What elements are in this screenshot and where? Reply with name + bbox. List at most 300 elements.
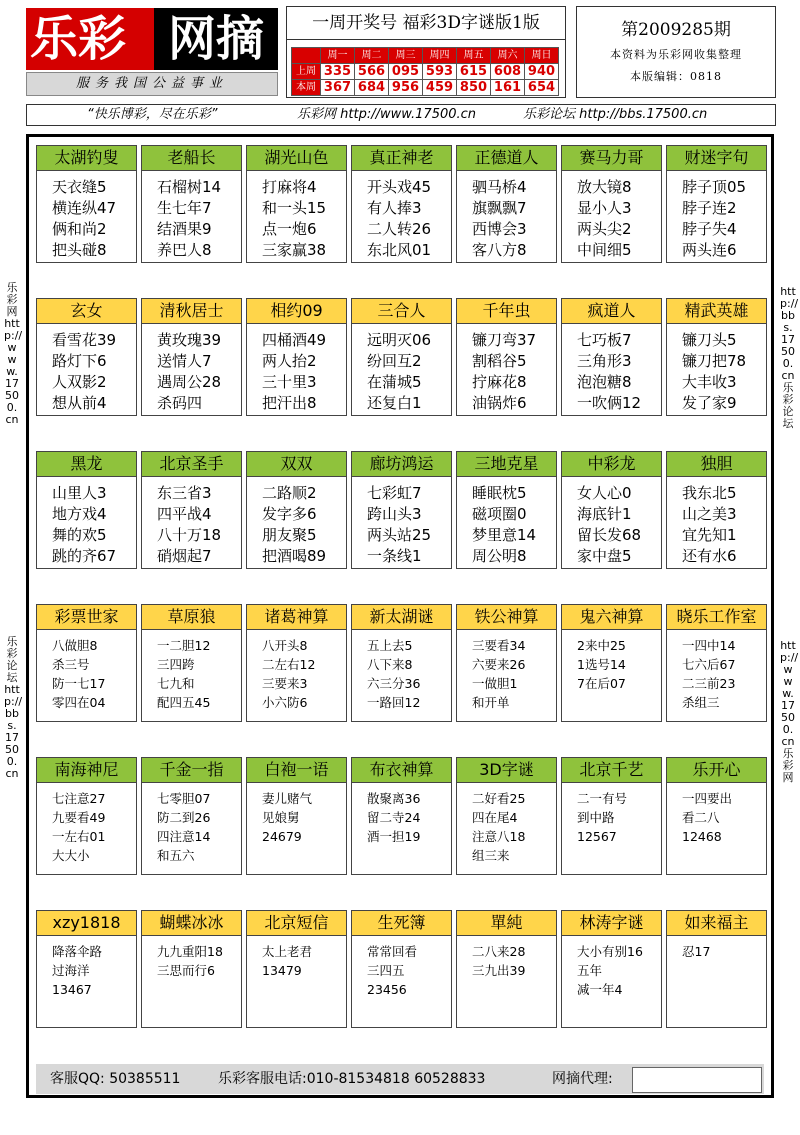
riddle-line: 朋友聚5 bbox=[262, 526, 317, 544]
logo-part-1: 乐彩 bbox=[30, 11, 127, 67]
draw-number: 095 bbox=[389, 64, 423, 80]
riddle-line: 纷回互2 bbox=[367, 352, 422, 370]
riddle-author: 财迷字句 bbox=[667, 146, 766, 171]
riddle-line: 俩和尚2 bbox=[52, 220, 107, 238]
riddle-line: 七六后67 bbox=[682, 657, 736, 672]
riddle-author: 新太湖谜 bbox=[352, 605, 451, 630]
riddle-card bbox=[666, 298, 767, 416]
riddle-line: 发了家9 bbox=[682, 394, 737, 412]
riddle-author: 廊坊鸿运 bbox=[352, 452, 451, 477]
side-text-right-top: http://bbs.17500.cn 乐彩论坛 bbox=[780, 285, 799, 430]
riddle-line: 看二八 bbox=[682, 810, 720, 825]
riddle-author: 晓乐工作室 bbox=[667, 605, 766, 630]
corner-cell bbox=[292, 48, 321, 64]
riddle-line: 一吹俩12 bbox=[577, 394, 642, 412]
riddle-body bbox=[667, 783, 766, 846]
riddle-line: 二一有号 bbox=[577, 791, 628, 806]
riddle-line: 大大小 bbox=[52, 848, 90, 863]
riddle-line: 一二胆12 bbox=[157, 638, 211, 653]
riddle-author: 3D字谜 bbox=[457, 758, 556, 783]
riddle-line: 三思而行6 bbox=[157, 963, 215, 978]
side-text-right-bottom: http://www.17500.cn 乐彩网 bbox=[780, 639, 799, 784]
riddle-line: 注意八18 bbox=[472, 829, 526, 844]
riddle-card bbox=[666, 910, 767, 1028]
riddle-author: 布衣神算 bbox=[352, 758, 451, 783]
riddle-line: 和开单 bbox=[472, 695, 510, 710]
riddle-line: 一做胆1 bbox=[472, 676, 518, 691]
riddle-line: 酒一担19 bbox=[367, 829, 421, 844]
logo bbox=[26, 8, 278, 70]
riddle-line: 脖子失4 bbox=[682, 220, 737, 238]
riddle-line: 八做胆8 bbox=[52, 638, 98, 653]
riddle-line: 睡眠枕5 bbox=[472, 484, 527, 502]
riddle-author: 诸葛神算 bbox=[247, 605, 346, 630]
riddle-body bbox=[247, 783, 346, 846]
customer-service-phone: 乐彩客服电话:010-81534818 60528833 bbox=[218, 1071, 486, 1087]
logo-part-2: 网摘 bbox=[154, 8, 278, 70]
riddle-author: 單純 bbox=[457, 911, 556, 936]
riddle-line: 三九出39 bbox=[472, 963, 526, 978]
riddle-card bbox=[141, 604, 242, 722]
riddle-body bbox=[352, 324, 451, 414]
riddle-body bbox=[667, 171, 766, 261]
riddle-body bbox=[562, 630, 661, 693]
riddle-body bbox=[247, 630, 346, 712]
riddle-card bbox=[246, 451, 347, 569]
day-header: 周六 bbox=[491, 48, 525, 64]
riddle-line: 家中盘5 bbox=[577, 547, 632, 565]
riddle-line: 二好看25 bbox=[472, 791, 526, 806]
riddle-card bbox=[456, 604, 557, 722]
riddle-line: 看雪花39 bbox=[52, 331, 117, 349]
riddle-line: 镰刀弯37 bbox=[472, 331, 537, 349]
riddle-body bbox=[247, 171, 346, 261]
side-text-left-bottom: 乐彩论坛 http://bbs.17500.cn bbox=[4, 635, 23, 780]
riddle-line: 忍17 bbox=[682, 944, 711, 959]
riddle-author: 三合人 bbox=[352, 299, 451, 324]
riddle-line: 远明灭06 bbox=[367, 331, 432, 349]
riddle-body bbox=[37, 783, 136, 865]
agent-label: 网摘代理: bbox=[552, 1071, 613, 1087]
riddle-line: 东三省3 bbox=[157, 484, 212, 502]
riddle-line: 把头碰8 bbox=[52, 241, 107, 259]
riddle-card bbox=[456, 451, 557, 569]
riddle-card bbox=[456, 757, 557, 875]
riddle-line: 四注意14 bbox=[157, 829, 211, 844]
riddle-line: 减一年4 bbox=[577, 982, 623, 997]
riddle-body bbox=[667, 936, 766, 961]
riddle-card bbox=[456, 298, 557, 416]
riddle-line: 妻儿赌气 bbox=[262, 791, 313, 806]
riddle-line: 三要看34 bbox=[472, 638, 526, 653]
riddle-line: 和一头15 bbox=[262, 199, 327, 217]
riddle-line: 两头站25 bbox=[367, 526, 432, 544]
day-header: 周四 bbox=[423, 48, 457, 64]
riddle-line: 养巴人8 bbox=[157, 241, 212, 259]
riddle-body bbox=[667, 477, 766, 567]
riddle-line: 三十里3 bbox=[262, 373, 317, 391]
day-header: 周三 bbox=[389, 48, 423, 64]
row-label: 上周 bbox=[292, 64, 321, 80]
riddle-body bbox=[142, 324, 241, 414]
riddle-line: 2来中25 bbox=[577, 638, 626, 653]
riddle-line: 12567 bbox=[577, 829, 617, 844]
riddle-line: 东北风01 bbox=[367, 241, 432, 259]
riddle-line: 五上去5 bbox=[367, 638, 413, 653]
draw-number: 161 bbox=[491, 80, 525, 96]
riddle-author: 精武英雄 bbox=[667, 299, 766, 324]
riddle-card bbox=[351, 757, 452, 875]
riddle-card bbox=[666, 757, 767, 875]
riddle-body bbox=[457, 630, 556, 712]
riddle-line: 地方戏4 bbox=[52, 505, 107, 523]
riddle-line: 中间细5 bbox=[577, 241, 632, 259]
riddle-body bbox=[247, 477, 346, 567]
issue-editor: 本版编辑：0818 bbox=[630, 70, 722, 83]
riddle-author: 正德道人 bbox=[457, 146, 556, 171]
riddle-card bbox=[351, 910, 452, 1028]
riddle-body bbox=[37, 171, 136, 261]
riddle-body bbox=[37, 324, 136, 414]
riddle-body bbox=[247, 324, 346, 414]
riddle-line: 泡泡糖8 bbox=[577, 373, 632, 391]
riddle-body bbox=[562, 936, 661, 999]
riddle-line: 生七年7 bbox=[157, 199, 212, 217]
riddle-author: 北京千艺 bbox=[562, 758, 661, 783]
row-label: 本周 bbox=[292, 80, 321, 96]
riddle-author: 相约09 bbox=[247, 299, 346, 324]
riddle-card bbox=[141, 910, 242, 1028]
riddle-line: 二八来28 bbox=[472, 944, 526, 959]
riddle-line: 四桶酒49 bbox=[262, 331, 327, 349]
riddle-card bbox=[561, 910, 662, 1028]
riddle-body bbox=[352, 936, 451, 999]
slogan: 服务我国公益事业 bbox=[26, 72, 278, 96]
riddle-card bbox=[561, 451, 662, 569]
riddle-line: 放大镜8 bbox=[577, 178, 632, 196]
riddle-author: 草原狼 bbox=[142, 605, 241, 630]
riddle-line: 防二到26 bbox=[157, 810, 211, 825]
riddle-line: 跳的齐67 bbox=[52, 547, 117, 565]
riddle-line: 周公明8 bbox=[472, 547, 527, 565]
riddle-line: 7在后07 bbox=[577, 676, 626, 691]
riddle-line: 二路顺2 bbox=[262, 484, 317, 502]
riddle-body bbox=[352, 783, 451, 846]
riddle-card bbox=[351, 604, 452, 722]
riddle-author: 如来福主 bbox=[667, 911, 766, 936]
riddle-body bbox=[352, 630, 451, 712]
riddle-line: 八下来8 bbox=[367, 657, 413, 672]
riddle-line: 山之美3 bbox=[682, 505, 737, 523]
riddle-author: 赛马力哥 bbox=[562, 146, 661, 171]
riddle-line: 见娘舅 bbox=[262, 810, 300, 825]
riddle-card bbox=[351, 298, 452, 416]
riddle-line: 八十万18 bbox=[157, 526, 222, 544]
draw-table bbox=[291, 47, 559, 96]
draw-number: 940 bbox=[525, 64, 559, 80]
riddle-line: 送情人7 bbox=[157, 352, 212, 370]
riddle-line: 客八方8 bbox=[472, 241, 527, 259]
riddle-author: 中彩龙 bbox=[562, 452, 661, 477]
riddle-author: 疯道人 bbox=[562, 299, 661, 324]
riddle-line: 二左右12 bbox=[262, 657, 316, 672]
riddle-line: 点一炮6 bbox=[262, 220, 317, 238]
riddle-line: 杀三号 bbox=[52, 657, 90, 672]
riddle-author: 乐开心 bbox=[667, 758, 766, 783]
riddle-line: 遇周公28 bbox=[157, 373, 222, 391]
riddle-line: 四平战4 bbox=[157, 505, 212, 523]
riddle-line: 两头连6 bbox=[682, 241, 737, 259]
riddle-card bbox=[351, 145, 452, 263]
riddle-line: 二人转26 bbox=[367, 220, 432, 238]
riddle-line: 横连纵47 bbox=[52, 199, 117, 217]
riddle-card bbox=[246, 604, 347, 722]
forum-link[interactable]: 乐彩论坛 http://bbs.17500.cn bbox=[523, 107, 708, 122]
riddle-line: 降落伞路 bbox=[52, 944, 103, 959]
riddle-card bbox=[36, 451, 137, 569]
draw-number: 335 bbox=[321, 64, 355, 80]
riddle-line: 三角形3 bbox=[577, 352, 632, 370]
riddle-line: 路灯下6 bbox=[52, 352, 107, 370]
riddle-body bbox=[457, 783, 556, 865]
riddle-author: 老船长 bbox=[142, 146, 241, 171]
riddle-author: 白袍一语 bbox=[247, 758, 346, 783]
riddle-author: 独胆 bbox=[667, 452, 766, 477]
riddle-author: 玄女 bbox=[37, 299, 136, 324]
riddle-line: 留长发68 bbox=[577, 526, 642, 544]
riddle-card bbox=[246, 910, 347, 1028]
riddle-line: 想从前4 bbox=[52, 394, 107, 412]
riddle-line: 驷马桥4 bbox=[472, 178, 527, 196]
riddle-line: 一左右01 bbox=[52, 829, 106, 844]
riddle-line: 七巧板7 bbox=[577, 331, 632, 349]
riddle-card bbox=[141, 451, 242, 569]
riddle-line: 两人抬2 bbox=[262, 352, 317, 370]
riddle-line: 1选号14 bbox=[577, 657, 626, 672]
riddle-line: 三四五 bbox=[367, 963, 405, 978]
issue-source: 本资料为乐彩网收集整理 bbox=[610, 48, 742, 61]
riddle-body bbox=[37, 936, 136, 999]
draw-number: 459 bbox=[423, 80, 457, 96]
riddle-line: 女人心0 bbox=[577, 484, 632, 502]
riddle-line: 六三分36 bbox=[367, 676, 421, 691]
riddle-author: 太湖钓叟 bbox=[37, 146, 136, 171]
riddle-line: 脖子顶05 bbox=[682, 178, 747, 196]
side-text-left-top: 乐彩网 http://www.17500.cn bbox=[4, 281, 23, 426]
riddle-line: 海底针1 bbox=[577, 505, 632, 523]
riddle-line: 把酒喝89 bbox=[262, 547, 327, 565]
day-header: 周二 bbox=[355, 48, 389, 64]
riddle-line: 发字多6 bbox=[262, 505, 317, 523]
draw-results-panel bbox=[286, 6, 566, 98]
riddle-card bbox=[36, 757, 137, 875]
riddle-body bbox=[562, 171, 661, 261]
riddle-card bbox=[36, 910, 137, 1028]
riddle-author: 彩票世家 bbox=[37, 605, 136, 630]
riddle-body bbox=[142, 477, 241, 567]
riddle-line: 九九重阳18 bbox=[157, 944, 223, 959]
riddle-card bbox=[36, 145, 137, 263]
riddle-line: 13467 bbox=[52, 982, 92, 997]
riddle-card bbox=[246, 757, 347, 875]
riddle-line: 大丰收3 bbox=[682, 373, 737, 391]
riddle-line: 五年 bbox=[577, 963, 603, 978]
customer-service-qq: 客服QQ: 50385511 bbox=[50, 1071, 181, 1087]
riddle-body bbox=[667, 324, 766, 414]
riddle-line: 散聚离36 bbox=[367, 791, 421, 806]
riddle-line: 到中路 bbox=[577, 810, 615, 825]
riddle-line: 还有水6 bbox=[682, 547, 737, 565]
riddle-card bbox=[141, 298, 242, 416]
riddle-line: 把汗出8 bbox=[262, 394, 317, 412]
riddle-line: 硝烟起7 bbox=[157, 547, 212, 565]
draw-number: 850 bbox=[457, 80, 491, 96]
riddle-card bbox=[561, 298, 662, 416]
riddle-author: 双双 bbox=[247, 452, 346, 477]
riddle-line: 杀码四 bbox=[157, 394, 203, 412]
riddle-author: 南海神尼 bbox=[37, 758, 136, 783]
riddle-line: 开头戏45 bbox=[367, 178, 432, 196]
riddle-line: 拧麻花8 bbox=[472, 373, 527, 391]
riddle-line: 一条线1 bbox=[367, 547, 422, 565]
riddle-line: 小六防6 bbox=[262, 695, 308, 710]
riddle-line: 13479 bbox=[262, 963, 302, 978]
riddle-body bbox=[562, 783, 661, 846]
riddle-line: 还复白1 bbox=[367, 394, 422, 412]
riddle-line: 西博会3 bbox=[472, 220, 527, 238]
riddle-line: 我东北5 bbox=[682, 484, 737, 502]
riddle-line: 两头尖2 bbox=[577, 220, 632, 238]
riddle-line: 24679 bbox=[262, 829, 302, 844]
riddle-author: 真正神老 bbox=[352, 146, 451, 171]
riddle-line: 磁项圈0 bbox=[472, 505, 527, 523]
riddle-line: 旗飘飘7 bbox=[472, 199, 527, 217]
riddle-author: 黑龙 bbox=[37, 452, 136, 477]
riddle-body bbox=[352, 477, 451, 567]
draw-number: 615 bbox=[457, 64, 491, 80]
draw-number: 684 bbox=[355, 80, 389, 96]
riddle-line: 山里人3 bbox=[52, 484, 107, 502]
riddle-line: 脖子连2 bbox=[682, 199, 737, 217]
riddle-line: 显小人3 bbox=[577, 199, 632, 217]
day-header: 周日 bbox=[525, 48, 559, 64]
riddle-line: 三家赢38 bbox=[262, 241, 327, 259]
riddle-author: 北京圣手 bbox=[142, 452, 241, 477]
riddle-author: 林涛字谜 bbox=[562, 911, 661, 936]
riddle-body bbox=[457, 936, 556, 980]
riddle-author: xzy1818 bbox=[37, 911, 136, 936]
riddle-body bbox=[457, 477, 556, 567]
riddle-line: 镰刀头5 bbox=[682, 331, 737, 349]
riddle-body bbox=[562, 324, 661, 414]
riddle-line: 七注意27 bbox=[52, 791, 106, 806]
riddle-line: 割稻谷5 bbox=[472, 352, 527, 370]
draw-number: 608 bbox=[491, 64, 525, 80]
riddle-author: 生死簿 bbox=[352, 911, 451, 936]
riddle-author: 北京短信 bbox=[247, 911, 346, 936]
riddle-line: 黄玫瑰39 bbox=[157, 331, 222, 349]
riddle-card bbox=[246, 298, 347, 416]
draw-number: 956 bbox=[389, 80, 423, 96]
day-header: 周一 bbox=[321, 48, 355, 64]
riddle-line: 杀组三 bbox=[682, 695, 720, 710]
issue-number: 第2009285期 bbox=[621, 20, 731, 40]
riddle-line: 舞的欢5 bbox=[52, 526, 107, 544]
riddle-body bbox=[667, 630, 766, 712]
riddle-card bbox=[36, 604, 137, 722]
riddle-line: 在蒲城5 bbox=[367, 373, 422, 391]
tagline-bar bbox=[26, 104, 776, 126]
riddle-author: 铁公神算 bbox=[457, 605, 556, 630]
riddle-body bbox=[247, 936, 346, 980]
riddle-line: 12468 bbox=[682, 829, 722, 844]
riddle-card bbox=[456, 145, 557, 263]
riddle-body bbox=[142, 171, 241, 261]
riddle-author: 蝴蝶冰冰 bbox=[142, 911, 241, 936]
riddle-line: 零四在04 bbox=[52, 695, 106, 710]
riddle-line: 六要来26 bbox=[472, 657, 526, 672]
issue-panel bbox=[576, 6, 776, 98]
riddle-line: 三四跨 bbox=[157, 657, 195, 672]
riddle-line: 结酒果9 bbox=[157, 220, 212, 238]
riddle-line: 宜先知1 bbox=[682, 526, 737, 544]
riddle-card bbox=[666, 451, 767, 569]
riddle-body bbox=[37, 477, 136, 567]
riddle-line: 一路回12 bbox=[367, 695, 421, 710]
riddle-card bbox=[36, 298, 137, 416]
riddle-author: 清秋居士 bbox=[142, 299, 241, 324]
riddle-line: 和五六 bbox=[157, 848, 195, 863]
site-link[interactable]: 乐彩网 http://www.17500.cn bbox=[297, 107, 477, 122]
riddle-line: 七彩虹7 bbox=[367, 484, 422, 502]
riddle-line: 23456 bbox=[367, 982, 407, 997]
draw-number: 654 bbox=[525, 80, 559, 96]
riddle-card bbox=[561, 604, 662, 722]
riddle-card bbox=[666, 145, 767, 263]
riddle-line: 七零胆07 bbox=[157, 791, 211, 806]
riddle-card bbox=[561, 757, 662, 875]
draw-number: 566 bbox=[355, 64, 389, 80]
riddle-line: 二三前23 bbox=[682, 676, 736, 691]
riddle-body bbox=[142, 936, 241, 980]
riddle-author: 鬼六神算 bbox=[562, 605, 661, 630]
riddle-line: 大小有别16 bbox=[577, 944, 643, 959]
riddle-line: 过海洋 bbox=[52, 963, 90, 978]
riddle-body bbox=[457, 324, 556, 414]
riddle-line: 天衣缝5 bbox=[52, 178, 107, 196]
agent-field[interactable] bbox=[632, 1067, 762, 1093]
riddle-card bbox=[456, 910, 557, 1028]
riddle-card bbox=[141, 145, 242, 263]
riddle-line: 镰刀把78 bbox=[682, 352, 747, 370]
riddle-line: 留二寺24 bbox=[367, 810, 421, 825]
riddle-line: 一四中14 bbox=[682, 638, 736, 653]
day-header: 周五 bbox=[457, 48, 491, 64]
riddle-line: 配四五45 bbox=[157, 695, 211, 710]
riddle-card bbox=[351, 451, 452, 569]
riddle-line: 油锅炸6 bbox=[472, 394, 527, 412]
riddle-line: 太上老君 bbox=[262, 944, 313, 959]
riddle-author: 千金一指 bbox=[142, 758, 241, 783]
riddle-line: 四在尾4 bbox=[472, 810, 518, 825]
riddle-card bbox=[561, 145, 662, 263]
riddle-author: 三地克星 bbox=[457, 452, 556, 477]
riddle-line: 常常回看 bbox=[367, 944, 418, 959]
riddle-author: 千年虫 bbox=[457, 299, 556, 324]
riddle-card bbox=[246, 145, 347, 263]
riddle-line: 打麻将4 bbox=[262, 178, 317, 196]
riddle-body bbox=[562, 477, 661, 567]
